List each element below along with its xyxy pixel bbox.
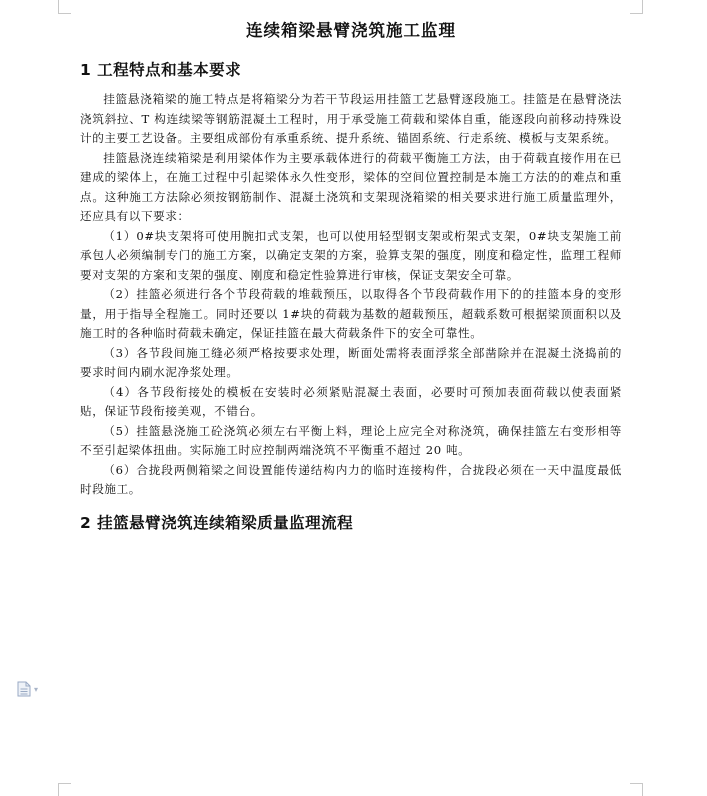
paragraph: （6）合拢段两侧箱梁之间设置能传递结构内力的临时连接构件，合拢段必须在一天中温度最低时段施工。: [80, 462, 622, 496]
paragraph: 挂篮悬浇箱梁的施工特点是将箱梁分为若干节段运用挂篮工艺悬臂逐段施工。挂篮是在悬臂浇法浇筑斜拉、T 构连续梁等钢筋混凝土工程时，用于承受施工荷载和梁体自重，能逐段向前移动持殊设计的主要工艺设备。主要组成部份有承重系统、提升系统、锚固系统、行走系统、模板与支架系统。: [80, 92, 622, 145]
paragraph: （1）0#块支架将可使用腕扣式支架，也可以使用轻型钢支架或桁架式支架，0#块支架施工前承包人必须编制专门的施工方案，以确定支架的方案，验算支架的强度，刚度和稳定性，监理工程师要对支架的方案和支架的强度、刚度和稳定性验算进行审核，保证支架安全可靠。: [80, 228, 622, 282]
document-title: 连续箱梁悬臂浇筑施工监理: [246, 21, 456, 40]
paragraph: （3）各节段间施工缝必须严格按要求处理，断面处需将表面浮浆全部凿除并在混凝土浇捣前的要求时间内刷水泥净浆处理。: [80, 345, 622, 379]
section-2-heading: 2 挂篮悬臂浇筑连续箱梁质量监理流程: [80, 513, 354, 532]
paragraph: （4）各节段衔接处的模板在安装时必须紧贴混凝土表面，必要时可预加表面荷载以使表面紧贴，保证节段衔接美观，不错台。: [80, 384, 622, 418]
paragraph: 挂篮悬浇连续箱梁是利用梁体作为主要承载体进行的荷载平衡施工方法，由于荷载直接作用在已建成的梁体上，在施工过程中引起梁体永久性变形，梁体的空间位置控制是本施工方法的的难点和重点。这种施工方法除必须按钢筋制作、混凝土浇筑和支架现浇箱梁的相关要求进行施工质量监理外，还应具有以下要求：: [80, 150, 622, 223]
crop-mark-bottom-right: [630, 783, 643, 796]
paragraph: （5）挂篮悬浇施工砼浇筑必须左右平衡上料，理论上应完全对称浇筑，确保挂篮左右变形相等不至引起梁体扭曲。实际施工时应控制两端浇筑不平衡重不超过 20 吨。: [80, 423, 622, 457]
paragraph-layout-button[interactable]: [17, 681, 43, 697]
document-icon: [17, 681, 31, 697]
crop-mark-top-right: [630, 0, 643, 14]
paragraph: （2）挂篮必须进行各个节段荷载的堆载预压，以取得各个节段荷载作用下的的挂篮本身的变形量，用于指导全程施工。同时还要以 1#块的荷载为基数的超载预压，超载系数可根据梁顶面积以及施工时的各种临时荷载未确定，保证挂篮在最大荷载条件下的安全可靠性。: [80, 287, 622, 340]
document-body[interactable]: [80, 14, 622, 534]
chevron-down-icon: ▾: [34, 684, 39, 694]
section-1-heading: 1 工程特点和基本要求: [80, 61, 242, 79]
crop-mark-bottom-left: [58, 783, 71, 796]
crop-mark-top-left: [58, 0, 71, 14]
